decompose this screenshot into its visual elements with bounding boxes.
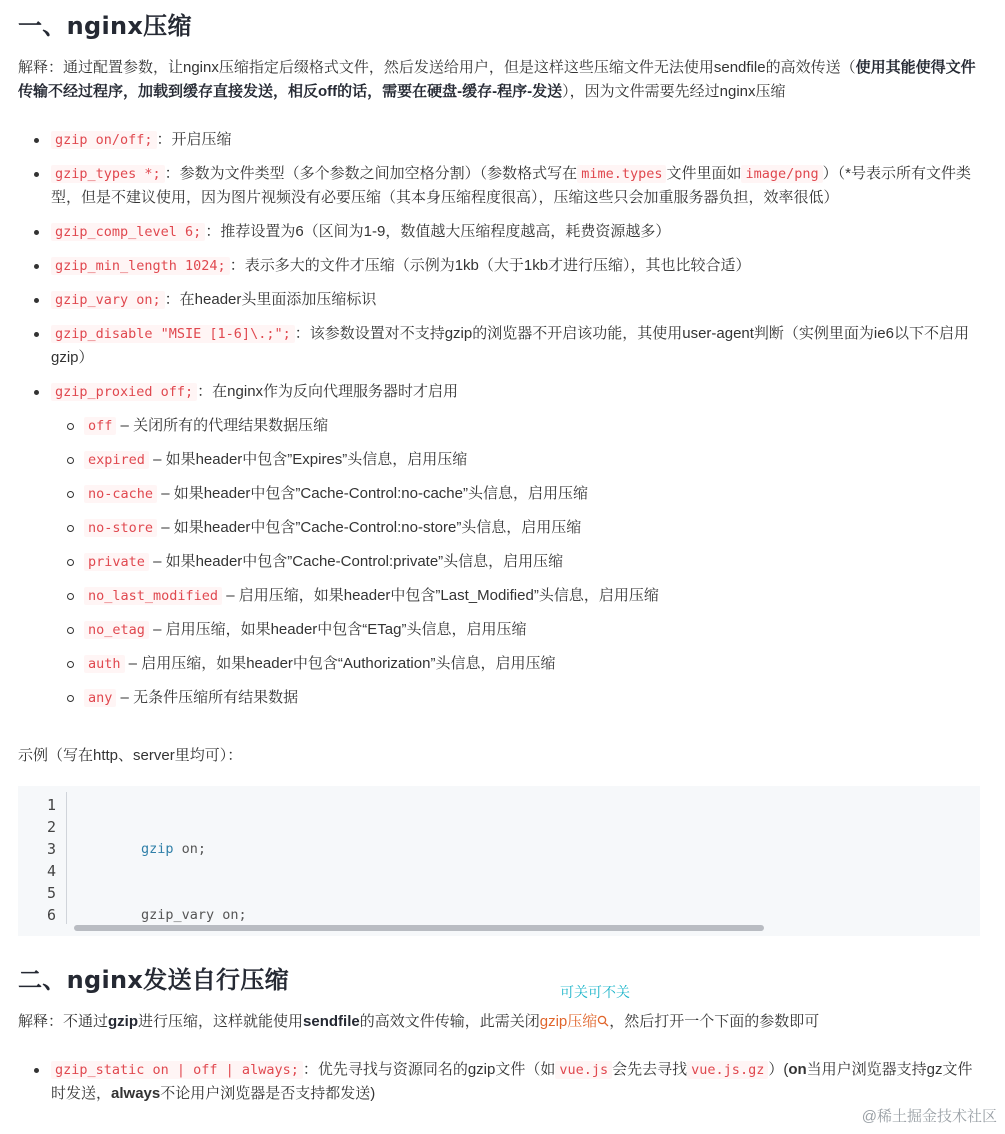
inline-code: vue.js.gz xyxy=(687,1061,768,1079)
inline-code: vue.js xyxy=(555,1061,612,1079)
list-item: gzip_types *; ：参数为文件类型（多个参数之间加空格分割）（参数格式写在 mime.types 文件里面如 image/png ）（*号表示所有文件类型，但是不建议使用，因为图片视频没有必要压缩（其本身压缩程度很高），压缩这些只会加重服务器负担，效率很低） xyxy=(18,162,978,210)
horizontal-scrollbar[interactable] xyxy=(74,925,764,931)
proxied-options-list xyxy=(51,414,978,710)
line-numbers: 1 2 3 4 5 6 xyxy=(46,796,56,924)
list-item: no-store – 如果header中包含”Cache-Control:no-store”头信息，启用压缩 xyxy=(51,516,978,540)
section-1-intro: 解释：通过配置参数，让nginx压缩指定后缀格式文件，然后发送给用户，但是这样这些压缩文件无法使用sendfile的高效传送（使用其能使得文件传输不经过程序，加载到缓存直接发送，相反off的话，需要在硬盘-缓存-程序-发送），因为文件需要先经过nginx压缩 xyxy=(18,59,976,100)
search-icon xyxy=(597,1015,609,1027)
list-item: no_last_modified – 启用压缩，如果header中包含”Last_Modified”头信息，启用压缩 xyxy=(51,584,978,608)
list-item: expired – 如果header中包含”Expires”头信息，启用压缩 xyxy=(51,448,978,472)
code-line: gzip_vary on; xyxy=(141,907,247,923)
list-item: no_etag – 启用压缩，如果header中包含“ETag”头信息，启用压缩 xyxy=(51,618,978,642)
example-label: 示例（写在http、server里均可）： xyxy=(18,747,243,764)
list-item: private – 如果header中包含”Cache-Control:private”头信息，启用压缩 xyxy=(51,550,978,574)
code-lines xyxy=(141,794,961,936)
list-item: gzip_comp_level 6; ：推荐设置为6（区间为1-9，数值越大压缩程度越高，耗费资源越多） xyxy=(18,220,978,244)
inline-code: image/png xyxy=(741,165,822,183)
section-2-intro: 解释：不通过gzip进行压缩，这样就能使用sendfile的高效文件传输，此需关闭gzip压缩 ，然后打开一个下面的参数即可 xyxy=(18,1013,820,1030)
list-item: gzip_disable "MSIE [1-6]\.;"; ：该参数设置对不支持gzip的浏览器不开启该功能，其使用user-agent判断（实例里面为ie6以下不启用gzip） xyxy=(18,322,978,370)
inline-code: gzip_vary on; xyxy=(51,291,165,309)
static-directive-list xyxy=(18,1058,978,1116)
inline-code: gzip_proxied off; xyxy=(51,383,197,401)
gutter-divider xyxy=(66,792,67,924)
inline-code: gzip_disable "MSIE [1-6]\.;"; xyxy=(51,325,295,343)
inline-code: gzip_static on | off | always; xyxy=(51,1061,303,1079)
inline-code: mime.types xyxy=(577,165,666,183)
list-item: gzip_vary on; ：在header头里面添加压缩标识 xyxy=(18,288,978,312)
inline-code: gzip_types *; xyxy=(51,165,165,183)
list-item: auth – 启用压缩，如果header中包含“Authorization”头信息，启用压缩 xyxy=(51,652,978,676)
section-1-title: 一、nginx压缩 xyxy=(18,12,192,40)
list-item: gzip_proxied off; ：在nginx作为反向代理服务器时才启用 off – 关闭所有的代理结果数据压缩 expired – 如果header中包含”Expires”头信息，启用压缩 no-cache – 如果header中包含”Cache-Control:no-cache”头信息，启用压缩 no-store – 如果header中包含”Cache-Control:no-store”头信息，启用压缩 private – 如果header中包含”Cache-Control:private”头信息，启用压缩 no_last_modified – 启用压缩，如果header中包含”Last_Modified”头信息，启用压缩 no_etag – 启用压缩，如果header中包含“ETag”头信息，启用压缩 auth – 启用压缩，如果header中包含“Authorization”头信息，启用压缩 any – 无条件压缩所有结果数据 xyxy=(18,380,978,710)
list-item: gzip on/off; ：开启压缩 xyxy=(18,128,978,152)
list-item: gzip_static on | off | always; ：优先寻找与资源同名的gzip文件（如 vue.js 会先去寻找 vue.js.gz ）(on当用户浏览器支持gz文件时发送，always不论用户浏览器是否支持都发送) xyxy=(18,1058,978,1106)
directive-list xyxy=(18,128,978,720)
section-2-title: 二、nginx发送自行压缩 xyxy=(18,966,289,994)
handwritten-annotation: 可关可不关 xyxy=(560,984,630,1000)
watermark: @稀土掘金技术社区 xyxy=(861,1108,997,1125)
inline-code: gzip on/off; xyxy=(51,131,157,149)
list-item: any – 无条件压缩所有结果数据 xyxy=(51,686,978,710)
inline-code: gzip_min_length 1024; xyxy=(51,257,230,275)
inline-code: gzip_comp_level 6; xyxy=(51,223,205,241)
list-item: off – 关闭所有的代理结果数据压缩 xyxy=(51,414,978,438)
list-item: no-cache – 如果header中包含”Cache-Control:no-cache”头信息，启用压缩 xyxy=(51,482,978,506)
gzip-compress-link[interactable]: gzip压缩 xyxy=(540,1013,610,1030)
code-line: gzip on; xyxy=(141,841,207,857)
code-block xyxy=(18,786,980,936)
list-item: gzip_min_length 1024; ：表示多大的文件才压缩（示例为1kb（大于1kb才进行压缩），其也比较合适） xyxy=(18,254,978,278)
